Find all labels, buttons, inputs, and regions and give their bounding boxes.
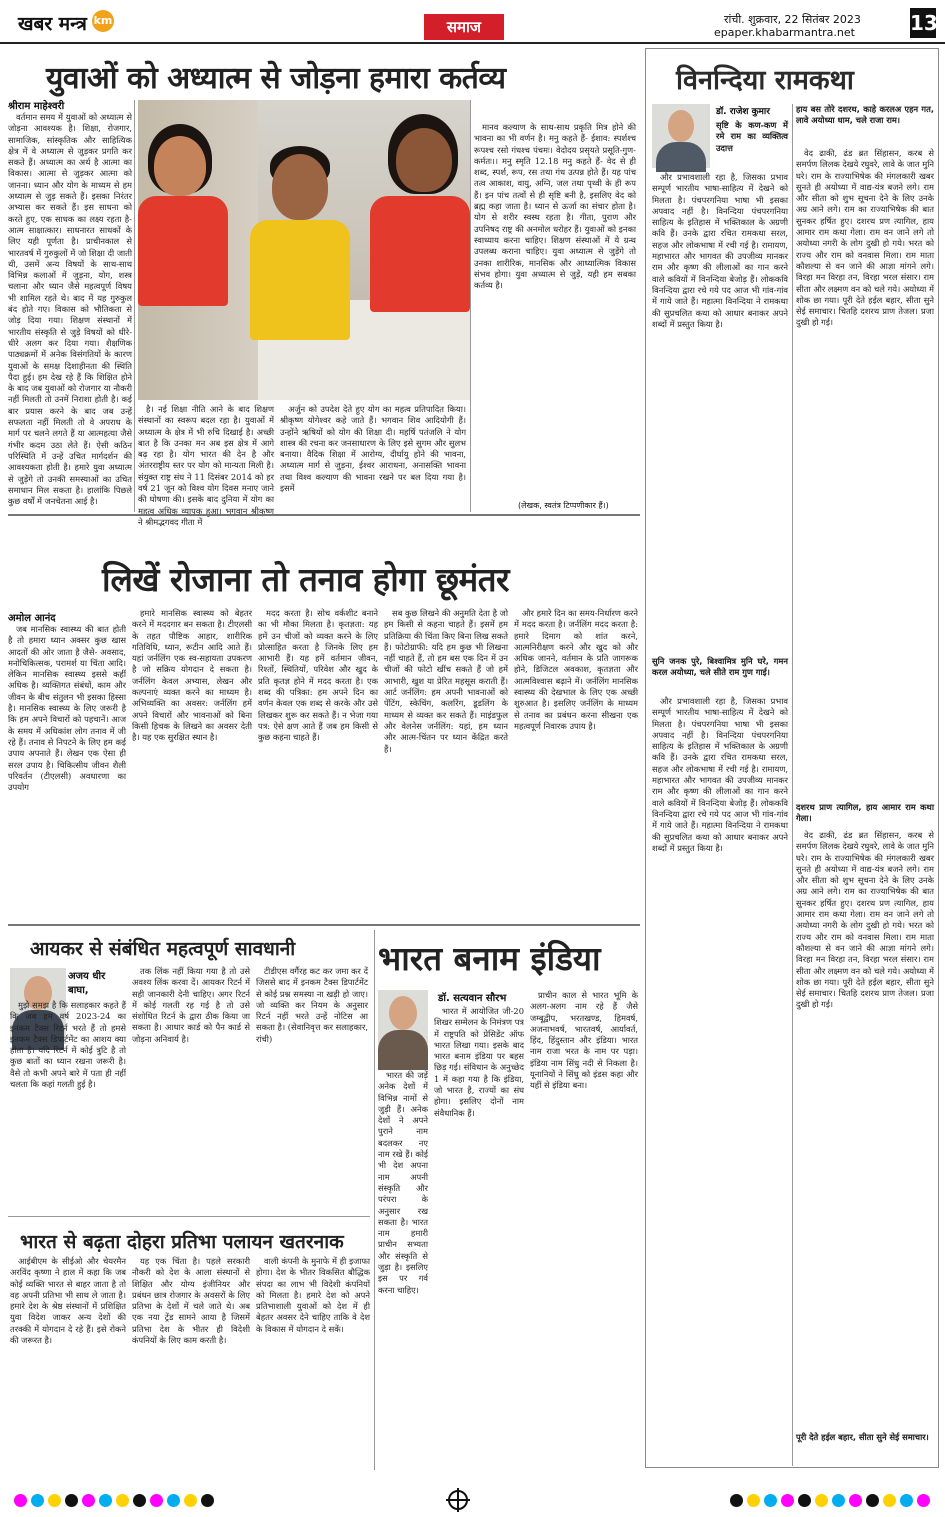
- article-india-col2: प्राचीन काल से भारत भूमि के अलग-अलग नाम रहे हैं जैसे जम्बूद्वीप, भरतखण्ड, हिमवर्ष, अजनाभवर्ष, भारतवर्ष, आर्यावर्त, हिंद, हिंदुस्तान और इंडिया। भारत नाम राजा भरत के नाम पर पड़ा। इंडिया नाम सिंधु नदी से निकला है। यूनानियों ने सिंधु को इंडस कहा और यहीं से इंडिया बना।: [530, 990, 638, 1091]
- verse-vinandiya-4: पूरी देते हईल बहार, सीता सुने सेई समाचार।: [796, 1432, 929, 1442]
- section-divider: [8, 924, 640, 926]
- headline-tax: आयकर से संबंधित महत्वपूर्ण सावधानी: [30, 938, 296, 960]
- registration-dot-icon: [150, 1494, 163, 1507]
- author-photo-india: [378, 990, 428, 1062]
- verse-vinandiya-3: दशरथ प्राण त्यागिल, हाय आमार राम कथा गेला।: [796, 802, 934, 824]
- brand-name: खबर मन्त्र: [18, 13, 87, 35]
- article-vinandiya-col2-cont: वेद ढाकी, ढंड ब्रत सिंहासन, करब से समर्पण लिलक देखये रघुवरे, लावे के जात मुनि घरे। राम के राज्याभिषेक की मंगलकारी खबर सुनते ही अयोध्या में वाद्य-यंत्र बजने लगे। राम और सीता को शुभ सूचना देने के लिए उनके अग्र आने लगे। राम का राज्याभिषेक की बात सुनकर हर्षित हुए। दशरथ प्रण त्यागिल, हाय आमार राम कथा गेला। राम वन जाने लगे तो अयोध्या नगरी के लोग दुखी हो गये। भरत को राज्य और राम को वनवास मिला। राम माता कौशल्या से वन जाने की आज्ञा मांगने लगे। विरहा मन विरहा तन, विरहा भरल संसार। राम सीता और लक्ष्मण वन को चले गये। अयोध्या में शोक छा गया। पूरी देते हईल बहार, सीता सुने सेई समाचार। चितहि दशरथ प्राण तेजल। प्रजा दुखी हो गई।: [796, 830, 934, 1010]
- column-divider: [470, 100, 471, 512]
- article-brain-drain-col3: वाली कंपनी के मुनाफे में ही इजाफा होगा। देश के भीतर विकसित बौद्धिक संपदा का लाभ भी विदेशी कंपनियों को मिलता है। हमारे देश को अपने प्रतिभाशाली युवाओं को देश में ही बेहतर अवसर देने चाहिए ताकि वे देश के विकास में योगदान दे सकें।: [256, 1256, 370, 1334]
- registration-dot-icon: [798, 1494, 811, 1507]
- article-tax-col1: मुझे समझ है कि सलाहकार कहते हैं कि जब हम वर्ष 2023-24 का इनकम टैक्स रिटर्न भरते हैं तो हमसे इनकम टैक्स डिपार्टमेंट का आशय क्या होता है। यदि रिटर्न में कोई त्रुटि है तो कुछ बातों का ध्यान रखना जरूरी है। वैसे तो कभी अपने बारे में पता ही नहीं चलता कि कहां गलती हुई है।: [10, 1000, 126, 1090]
- registration-dot-icon: [832, 1494, 845, 1507]
- registration-dot-icon: [917, 1494, 930, 1507]
- article-brain-drain-col1: आईबीएम के सीईओ और चेयरमैन अरविंद कृष्णा ने हाल में कहा कि जब कोई व्यक्ति भारत से बाहर जाता है तो वह अपनी प्रतिभा भी साथ ले जाता है। हमारे देश के श्रेष्ठ संस्थानों में प्रशिक्षित युवा विदेश जाकर अन्य देशों की तरक्की में योगदान दे रहे हैं। इसे रोकने की जरूरत है।: [10, 1256, 126, 1346]
- registration-dot-icon: [31, 1494, 44, 1507]
- byline-vinandiya: डॉ. राजेश कुमार: [716, 107, 770, 117]
- registration-dot-icon: [167, 1494, 180, 1507]
- article-spirituality-col3: अर्जुन को उपदेश देते हुए योग का महत्व प्रतिपादित किया। श्रीकृष्ण योगेश्वर कहे जाते हैं। भगवान शिव आदियोगी हैं। उन्होंने ऋषियों को योग की शिक्षा दी। महर्षि पतंजलि ने योग शास्त्र की रचना कर जनसाधारण के लिए इसे सुगम और सुलभ बनाया। वैदिक शिक्षा में आरोग्य, दीर्घायु होने की भावना, अध्यात्म मार्ग से जुड़ना, ईश्वर आराधना, अनासक्ति भावना तथा विश्व कल्याण की भावना रखने पर बल दिया गया है। इसमें: [280, 404, 466, 494]
- intro-vinandiya: सृष्टि के कण-कण में रमे राम का व्यक्तित्व उदात्त: [716, 120, 788, 153]
- credit-spirituality: (लेखक, स्वतंत्र टिप्पणीकार हैं।): [518, 501, 609, 510]
- registration-dot-icon: [65, 1494, 78, 1507]
- article-tax-col3: टीडीएस वर्गैरह कट कर जमा कर दें जिससे बाद में इनकम टैक्स डिपार्टमेंट से कोई प्रश्न समस्या ना खड़ी हो जाए। जो व्यक्ति कर नियम के अनुसार रिटर्न नहीं भरते उन्हें नोटिस आ सकता है। (सेवानिवृत्त कर सलाहकार, रांची): [256, 966, 368, 1044]
- article-india-col3: भारत की जड़ें अनेक देशों में विभिन्न नामों से जुड़ी हैं। अनेक देशों ने अपने पुराने नाम बदलकर नए नाम रखे हैं। कोई भी देश अपना नाम अपनी संस्कृति और परंपरा के अनुसार रख सकता है। भारत नाम हमारी प्राचीन सभ्यता और संस्कृति से जुड़ा है। इसलिए इस पर गर्व करना चाहिए।: [378, 1070, 428, 1295]
- registration-dot-icon: [849, 1494, 862, 1507]
- section-divider: [8, 514, 640, 516]
- dateline: रांची. शुक्रवार, 22 सितंबर 2023: [724, 13, 861, 26]
- page-header: [0, 0, 945, 44]
- registration-dot-icon: [14, 1494, 27, 1507]
- column-divider: [374, 930, 375, 1470]
- registration-dot-icon: [900, 1494, 913, 1507]
- article-writing-col2: हमारे मानसिक स्वास्थ्य को बेहतर करने में मददगार बन सकता है। टीएलसी के तहत पौष्टिक आहार, शारीरिक गतिविधि, ध्यान, रूटीन आदि आते हैं। यहां जर्नलिंग एक स्व-सहायता उपकरण है जो सक्रिय योगदान दे सकता है। जर्नलिंग केवल अभ्यास, लेखन और कल्पनाएं व्यक्त करने का माध्यम है। अभिव्यक्ति का अवसर: जर्नलिंग हमें अपने विचारों और भावनाओं को बिना किसी हिचक के लिखने का अवसर देती है। यह एक सुरक्षित स्थान है।: [132, 608, 252, 743]
- registration-dot-icon: [133, 1494, 146, 1507]
- registration-dot-icon: [730, 1494, 743, 1507]
- youth-group-photo: [138, 100, 470, 400]
- registration-dot-icon: [99, 1494, 112, 1507]
- verse-vinandiya-2: हाय बस तोरे दशरथ, काहे करलअ एहन गत, लावे अयोध्या धाम, चले राजा राम।: [796, 104, 934, 126]
- registration-target-icon: [448, 1490, 468, 1510]
- byline-writing: अमोल आनंद: [8, 613, 56, 624]
- byline-tax: अजय धीर बाघा,: [68, 971, 106, 996]
- article-brain-drain-col2: यह एक चिंता है। पहले सरकारी नौकरी को देश के आला संस्थानों से शिक्षित और योग्य इंजीनियर और प्रबंधन छात्र रोजगार के अवसरों के लिए प्रतिभा के देशों में चले जाते थे। अब एक नया ट्रेंड सामने आया है जिसमें प्रतिभा देश के भीतर ही विदेशी कंपनियों के लिए काम करती है।: [132, 1256, 250, 1346]
- headline-vinandiya: विनन्दिया रामकथा: [676, 65, 854, 96]
- article-spirituality-col1: वर्तमान समय में युवाओं को अध्यात्म से जोड़ना आवश्यक है। शिक्षा, रोजगार, सामाजिक, सांस्कृतिक और साहित्यिक क्षेत्र में वे अध्यात्म से जुड़कर प्रगति कर सकते हैं। अध्यात्म का अर्थ है आत्मा का विकास। आत्मा से जुड़कर आत्मा को जानना। ध्यान और योग के माध्यम से हम अध्यात्म से जुड़ सकते हैं। इसका निरंतर अभ्यास कर सकते हैं। इस साधना को करते हुए, एक साधक का लक्ष्य रहता है- आत्म साक्षात्कार। साधनारत साधकों के लिए यही पूर्णता है। प्राचीनकाल से भारतवर्ष में गुरुकुलों में जो शिक्षा दी जाती थी, उसमें अन्य विषयों के साथ-साथ विभिन्न कलाओं में जुड़ना, योग, शस्त्र चलाना और ध्यान जैसे महत्वपूर्ण विषय भी शामिल रहते थे। बाद में यह गुरुकुल बंद होते गए। विकास को भौतिकता से जोड़ दिया गया। शिक्षण संस्थानों में भारतीय संस्कृति से जुड़े विषयों को धीरे-धीरे अलग कर दिया गया। शैक्षणिक पाठ्यक्रमों में अनेक विसंगतियों के कारण युवाओं के समक्ष दिशाहीनता की स्थिति पैदा हुई। हम देख रहे हैं कि शिक्षित होने के बाद जब युवाओं को रोजगार या नौकरी नहीं मिलती तो उनमें निराशा होती है। कई बार प्रयास करने के बाद जब उन्हें सफलता नहीं मिलती तो वे अपराध के मार्ग पर चलने लगते हैं या आत्महत्या जैसे गंभीर कदम उठा लेते हैं। ऐसी कठिन परिस्थिति में उन्हें उचित मार्गदर्शन की आवश्यकता होती है। हमारे युवा अध्यात्म से जुड़ेंगे तो उनकी समस्याओं का उचित समाधान मिल सकता है। हालांकि पिछले कुछ वर्षों में जनचेतना आई है।: [8, 112, 132, 507]
- registration-dot-icon: [116, 1494, 129, 1507]
- registration-dot-icon: [747, 1494, 760, 1507]
- registration-dot-icon: [866, 1494, 879, 1507]
- article-vinandiya-col1: और प्रभावशाली रहा है, जिसका प्रभाव सम्पूर्ण भारतीय भाषा-साहित्य में देखने को मिलता है। पंचपरगनिया भाषा भी इसका अपवाद नहीं है। विनन्दिया पंचपरगनिया साहित्य के इतिहास में भक्तिकाल के अग्रणी कवि हैं। उनके द्वारा रचित रामकथा सरल, सहज और लोकभाषा में रची गई है। रामायण, महाभारत और भागवत की उपजीव्य मानकर राम और कृष्ण की लीलाओं का गान करने वाले कवियों में विनन्दिया बेजोड़ हैं। लोककवि विनन्दिया द्वारा रचे गये पद आज भी गांव-गांव में गाये जाते हैं। महात्मा विनन्दिया ने रामकथा की सुप्रचलित कथा को आधार बनाकर अपने शब्दों में प्रस्तुत किया है।: [652, 172, 788, 329]
- registration-dot-icon: [82, 1494, 95, 1507]
- article-india-col1: भारत में आयोजित जी-20 शिखर सम्मेलन के निमंत्रण पत्र में राष्ट्रपति को प्रेसिडेंट ऑफ भारत लिखा गया। इसके बाद भारत बनाम इंडिया पर बहस छिड़ गई। संविधान के अनुच्छेद 1 में कहा गया है कि इंडिया, जो भारत है, राज्यों का संघ होगा। इसलिए दोनों नाम संवैधानिक हैं।: [434, 1006, 524, 1118]
- column-divider: [792, 104, 793, 1466]
- article-tax-col2: तक लिंक नहीं किया गया है तो उसे अवश्य लिंक करवा दें। आयकर रिटर्न में सही जानकारी देनी चाहिए। अगर रिटर्न में कोई गलती रह गई है तो उसे संशोधित रिटर्न के द्वारा ठीक किया जा सकता है। आधार कार्ड को पैन कार्ड से जोड़ना अनिवार्य है।: [132, 966, 250, 1044]
- article-writing-col3: मदद करता है। सोच वर्कशीट बनाने का भी मौका मिलता है। कृतज्ञता: यह हमें उन चीजों को व्यक्त करने के लिए प्रोत्साहित करता है जिनके लिए हम आभारी हैं। यह हमें वर्तमान जीवन, रिश्तों, स्थितियों, परिवेश और खुद के प्रति कृतज्ञ होने में मदद करता है। एक शब्द की पत्रिका: हम अपने दिन का वर्णन केवल एक शब्द से करके और उसे लिखकर शुरू कर सकते हैं। न भेजा गया पत्र: ऐसे क्षण आते हैं जब हम किसी से कुछ कहना चाहते हैं।: [258, 608, 378, 743]
- registration-dot-icon: [815, 1494, 828, 1507]
- author-photo-vinandiya: [652, 104, 710, 168]
- headline-india-bharat: भारत बनाम इंडिया: [378, 939, 601, 978]
- article-spirituality-col4: मानव कल्याण के साथ-साथ प्रकृति मित्र होने की भावना का भी वर्णन है। मनु कहते हैं- ईशाव: स्पर्शश्च रूपश्च रसो गंधश्च पंचमः। वेदोदय प्रसृयते प्रसूति-गुण-कर्मतः।। मनु स्मृति 12.18 मनु कहते हैं- वेद से ही शब्द, स्पर्श, रूप, रस तथा गंध उत्पन्न होते हैं। यह पांच तत्व आकाश, वायु, अग्नि, जल तथा पृथ्वी के ही रूप हैं। इन पांच तत्वों से ही सृष्टि बनी है, इसलिए वेद को ब्रह्म कहा जाता है। ध्यान से ऊर्जा का संचार होता है। योग से शरीर स्वस्थ रहता है। गीता, पुराण और उपनिषद राष्ट्र की अनमोल धरोहर हैं। युवाओं को इनका स्वाध्याय करना चाहिए। शिक्षण संस्थाओं में ये ग्रन्थ उपलब्ध कराना चाहिए। युवा अध्यात्म से जुड़ेंगे तो उनका शारीरिक, मानसिक और आध्यात्मिक विकास संभव होगा। युवा अध्यात्म से जुड़ें, यही हम सबका कर्तव्य है।: [474, 122, 636, 291]
- registration-dot-icon: [201, 1494, 214, 1507]
- headline-writing: लिखें रोजाना तो तनाव होगा छूमंतर: [102, 560, 510, 599]
- brand-logo-icon: km: [92, 10, 114, 32]
- registration-dot-icon: [883, 1494, 896, 1507]
- column-divider: [134, 100, 135, 512]
- section-tag: समाज: [424, 14, 504, 40]
- article-writing-col1: जब मानसिक स्वास्थ्य की बात होती है तो हमारा ध्यान अक्सर कुछ खास आदतों की ओर जाता है जैसे- अवसाद, मनोचिकित्सक, परामर्श या चिंता आदि। लेकिन मानसिक स्वास्थ्य इससे कहीं अधिक है। व्यक्तिगत संबंधों, काम और जीवन के बीच संतुलन भी इसका हिस्सा है। मानसिक स्वास्थ्य के लिए जरूरी है कि हम अपने विचारों को पहचानें। आज के समय में अधिकांश लोग तनाव में जी रहे हैं। तनाव से निपटने के लिए हम कई उपाय अपनाते हैं। लेखन एक ऐसा ही सरल उपाय है। चिकित्सीय जीवन शैली परिवर्तन (टीएलसी) अवधारणा का उपयोग: [8, 624, 126, 793]
- article-vinandiya-col2: वेद ढाकी, ढंड ब्रत सिंहासन, करब से समर्पण लिलक देखये रघुवरे, लावे के जात मुनि घरे। राम के राज्याभिषेक की मंगलकारी खबर सुनते ही अयोध्या में वाद्य-यंत्र बजने लगे। राम और सीता को शुभ सूचना देने के लिए उनके अग्र आने लगे। राम का राज्याभिषेक की बात सुनकर हर्षित हुए। दशरथ प्रण त्यागिल, हाय आमार राम कथा गेला। राम वन जाने लगे तो अयोध्या नगरी के लोग दुखी हो गये। भरत को राज्य और राम को वनवास मिला। राम माता कौशल्या से वन जाने की आज्ञा मांगने लगे। विरहा मन विरहा तन, विरहा भरल संसार। राम सीता और लक्ष्मण वन को चले गये। अयोध्या में शोक छा गया। पूरी देते हईल बहार, सीता सुने सेई समाचार। चितहि दशरथ प्राण तेजल। प्रजा दुखी हो गई।: [796, 148, 934, 328]
- article-writing-col4: सब कुछ लिखने की अनुमति देता है जो हम किसी से कहना चाहते हैं। इसमें हम प्रतिक्रिया की चिंता किए बिना लिख सकते हैं। फोटोग्राफी: यदि हम कुछ भी लिखना नहीं चाहते हैं, तो हम बस एक दिन में उन चीजों की फोटो खींच सकते हैं जो हमें आभारी, खुश या प्रेरित महसूस कराती हैं। आर्ट जर्नलिंग: हम अपनी भावनाओं को पेंटिंग, स्केचिंग, कलरिंग, डूडलिंग के माध्यम से व्यक्त कर सकते हैं। माइंडफुल और वेलनेस जर्नलिंग: यहां, हम ध्यान और आत्म-चिंतन पर ध्यान केंद्रित करते हैं।: [384, 608, 508, 754]
- print-registration-strip: [0, 1478, 945, 1517]
- verse-vinandiya-1: सुनि जनक पुरे, बिश्वामित्र मुनि घरे, गमन करल अयोध्या, चले सीते राम गुण गाई।: [652, 656, 788, 678]
- article-vinandiya-col1-cont: और प्रभावशाली रहा है, जिसका प्रभाव सम्पूर्ण भारतीय भाषा-साहित्य में देखने को मिलता है। पंचपरगनिया भाषा भी इसका अपवाद नहीं है। विनन्दिया पंचपरगनिया साहित्य के इतिहास में भक्तिकाल के अग्रणी कवि हैं। उनके द्वारा रचित रामकथा सरल, सहज और लोकभाषा में रची गई है। रामायण, महाभारत और भागवत की उपजीव्य मानकर राम और कृष्ण की लीलाओं का गान करने वाले कवियों में विनन्दिया बेजोड़ हैं। लोककवि विनन्दिया द्वारा रचे गये पद आज भी गांव-गांव में गाये जाते हैं। महात्मा विनन्दिया ने रामकथा की सुप्रचलित कथा को आधार बनाकर अपने शब्दों में प्रस्तुत किया है।: [652, 696, 788, 853]
- headline-brain-drain: भारत से बढ़ता दोहरा प्रतिभा पलायन खतरनाक: [20, 1231, 344, 1253]
- registration-dot-icon: [781, 1494, 794, 1507]
- headline-spirituality: युवाओं को अध्यात्म से जोड़ना हमारा कर्तव्य: [46, 61, 506, 96]
- article-spirituality-col2: है। नई शिक्षा नीति आने के बाद शिक्षण संस्थानों का स्वरूप बदल रहा है। युवाओं में अध्यात्म के क्षेत्र में भी रुचि दिखाई है। अच्छी बात है कि उनका मन अब इस क्षेत्र में आगे बढ़ रहा है। योग भारत की देन है और अंतरराष्ट्रीय स्तर पर योग को मान्यता मिली है। संयुक्त राष्ट्र संघ ने 11 दिसंबर 2014 को हर वर्ष 21 जून को विश्व योग दिवस मनाए जाने की घोषणा की। इसके बाद दुनिया में योग का महत्व अधिक व्यापक हुआ। भगवान श्रीकृष्ण ने श्रीमद्भगवद गीता में: [138, 404, 274, 527]
- article-writing-col5: और हमारे दिन का समय-निर्धारण करने में मदद करता है। जर्नलिंग मदद करता है: हमारे दिमाग को शांत करने, आत्मनिरीक्षण करने और खुद को और अधिक जानने, वर्तमान के प्रति जागरूक होने, डिजिटल अवकाश, कृतज्ञता और आत्मविश्वास बढ़ाने में। जर्नलिंग मानसिक स्वास्थ्य की देखभाल के लिए एक अच्छी शुरुआत है। इसलिए जर्नलिंग के माध्यम से तनाव का प्रबंधन करना सीखना एक महत्वपूर्ण निवारक उपाय है।: [514, 608, 638, 731]
- page-number: 13: [910, 8, 936, 38]
- byline-india-bharat: डॉ. सत्यवान सौरभ: [438, 993, 507, 1004]
- byline-spirituality: श्रीराम माहेश्वरी: [8, 101, 65, 112]
- epaper-url[interactable]: epaper.khabarmantra.net: [714, 26, 855, 39]
- registration-dot-icon: [764, 1494, 777, 1507]
- registration-dot-icon: [48, 1494, 61, 1507]
- registration-dot-icon: [184, 1494, 197, 1507]
- section-divider: [8, 1216, 370, 1217]
